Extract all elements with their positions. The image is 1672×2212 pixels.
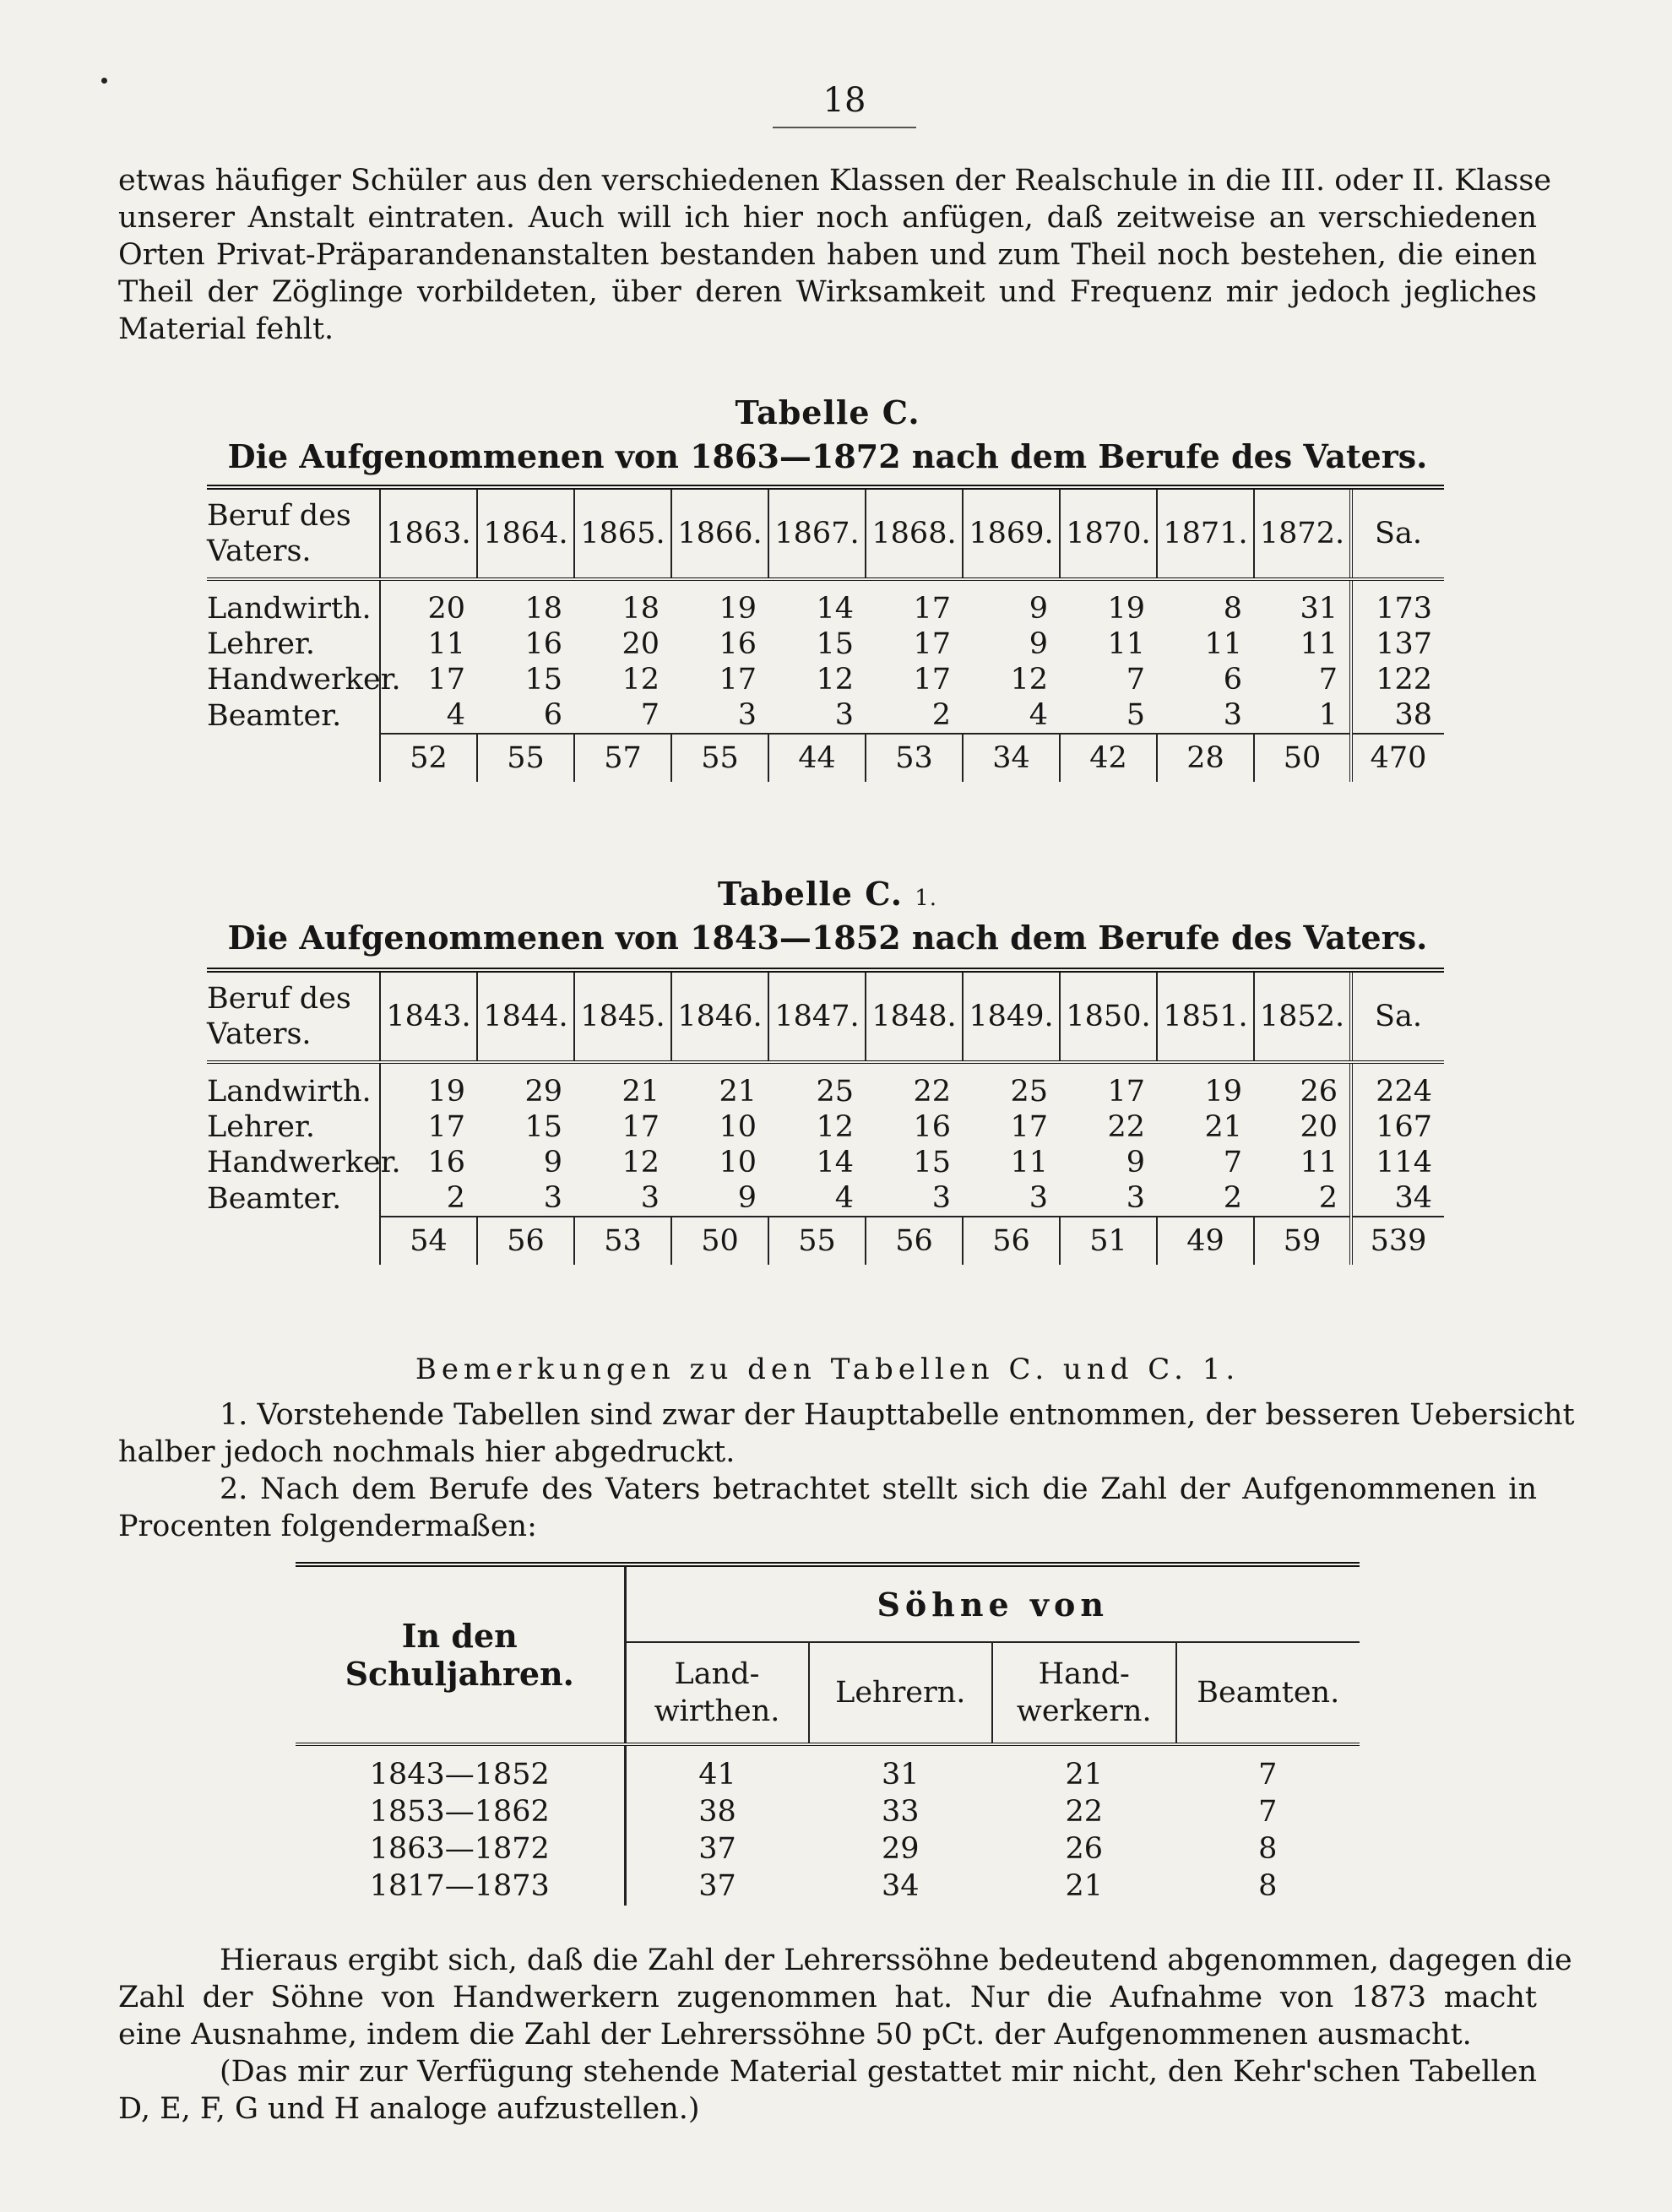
row-total: 137: [1351, 626, 1444, 662]
grand-total: 470: [1351, 734, 1444, 782]
column-sum: 56: [866, 1217, 963, 1265]
cell: 2: [1318, 1181, 1338, 1215]
conclusion-line: Zahl der Söhne von Handwerkern zugenommen hat. Nur die Aufnahme von 1873 macht: [118, 1981, 1537, 2014]
cell: 9: [1029, 592, 1048, 626]
sum-row: [207, 1217, 1444, 1265]
cell: 17: [380, 662, 477, 697]
table-header-row: [207, 487, 1444, 579]
row-total: 167: [1351, 1109, 1444, 1145]
ink-dot: [101, 78, 107, 84]
cell: 18: [524, 592, 562, 626]
cell: 3: [543, 1181, 562, 1215]
percent-cell: 37: [625, 1830, 809, 1868]
percent-cell: 7: [1258, 1758, 1278, 1792]
remark-2: [118, 1471, 1537, 1545]
cell: 17: [622, 1110, 660, 1144]
cell: 2: [931, 698, 951, 732]
cell: 22: [1107, 1110, 1145, 1144]
percent-cell: 31: [881, 1758, 920, 1792]
percent-row: [296, 1830, 1360, 1868]
period-header: In den Schuljahren.: [296, 1564, 625, 1744]
year-header: 1867.: [768, 487, 866, 579]
cell: 16: [524, 627, 562, 661]
cell: 12: [816, 1110, 854, 1144]
cell: 7: [1318, 663, 1338, 697]
cell: 5: [1126, 698, 1145, 732]
table-row: [207, 1074, 1444, 1109]
cell: 7: [1223, 1146, 1242, 1179]
cell: 16: [913, 1110, 951, 1144]
period-cell: 1817—1873: [369, 1869, 550, 1903]
cell: 15: [524, 1110, 562, 1144]
sum-row: [207, 734, 1444, 782]
cell: 26: [1300, 1075, 1338, 1109]
cell: 3: [1126, 1181, 1145, 1215]
year-header: 1870.: [1060, 487, 1157, 579]
intro-paragraph: [118, 162, 1552, 348]
group-header: Söhne von: [625, 1564, 1360, 1642]
cell: 6: [543, 698, 562, 732]
cell: 14: [816, 1146, 854, 1179]
row-label: Beamter.: [207, 698, 342, 733]
conclusion-line: D, E, F, G und H analoge aufzustellen.): [118, 2092, 700, 2126]
cell: 15: [816, 627, 854, 661]
cell: 19: [380, 1074, 477, 1109]
cell: 7: [1126, 663, 1145, 697]
percent-cell: 22: [1065, 1795, 1104, 1829]
column-header: Beamten.: [1176, 1642, 1360, 1744]
period-cell: 1863—1872: [369, 1832, 550, 1866]
intro-line: etwas häufiger Schüler aus den verschiedenen Klassen der Realschule in die III. oder II. Klasse: [118, 164, 1552, 198]
column-sum: 50: [1254, 734, 1351, 782]
intro-line: Material fehlt.: [118, 312, 334, 346]
cell: 4: [380, 697, 477, 734]
percent-row: [296, 1868, 1360, 1906]
cell: 18: [622, 592, 660, 626]
cell: 12: [622, 663, 660, 697]
column-sum: 57: [574, 734, 671, 782]
remark-line: 2. Nach dem Berufe des Vaters betrachtet stellt sich die Zahl der Aufgenommenen in: [220, 1472, 1537, 1506]
cell: 31: [1300, 592, 1338, 626]
column-sum: 28: [1157, 734, 1254, 782]
cell: 16: [380, 1145, 477, 1180]
cell: 11: [1107, 627, 1145, 661]
cell: 3: [834, 698, 854, 732]
conclusion-paragraph: [118, 1942, 1572, 2128]
cell: 3: [1029, 1181, 1048, 1215]
column-sum: 52: [380, 734, 477, 782]
cell: 15: [524, 663, 562, 697]
column-sum: 49: [1157, 1217, 1254, 1265]
table-c: [207, 485, 1444, 782]
table-row: [207, 697, 1444, 734]
page-number: 18: [822, 81, 866, 120]
year-header: 1869.: [963, 487, 1060, 579]
percent-row: [296, 1793, 1360, 1830]
cell: 17: [1107, 1075, 1145, 1109]
percent-table: [296, 1562, 1360, 1906]
cell: 19: [719, 592, 757, 626]
grand-total: 539: [1351, 1217, 1444, 1265]
column-header: Land- wirthen.: [625, 1642, 809, 1744]
cell: 11: [1300, 627, 1338, 661]
cell: 21: [1204, 1110, 1242, 1144]
column-sum: 54: [380, 1217, 477, 1265]
sum-header: Sa.: [1351, 487, 1444, 579]
row-label: Handwerker.: [207, 663, 401, 697]
cell: 20: [1300, 1110, 1338, 1144]
table-row: [207, 1145, 1444, 1180]
cell: 21: [622, 1075, 660, 1109]
column-header: Lehrern.: [809, 1642, 993, 1744]
cell: 11: [380, 626, 477, 662]
column-sum: 55: [768, 1217, 866, 1265]
cell: 12: [1010, 663, 1048, 697]
percent-cell: 41: [625, 1744, 809, 1793]
year-header: 1849.: [963, 970, 1060, 1062]
remark-1: [118, 1396, 1575, 1471]
cell: 8: [1223, 592, 1242, 626]
cell: 17: [913, 592, 951, 626]
remark-line: Procenten folgendermaßen:: [118, 1510, 537, 1543]
cell: 17: [380, 1109, 477, 1145]
year-header: 1868.: [866, 487, 963, 579]
cell: 16: [719, 627, 757, 661]
column-sum: 55: [671, 734, 768, 782]
row-total: 114: [1351, 1145, 1444, 1180]
year-header: 1845.: [574, 970, 671, 1062]
cell: 2: [1223, 1181, 1242, 1215]
year-header: 1865.: [574, 487, 671, 579]
percent-cell: 38: [625, 1793, 809, 1830]
table-c1-subtitle: Die Aufgenommenen von 1843—1852 nach dem Berufe des Vaters.: [227, 919, 1428, 957]
year-header: 1851.: [1157, 970, 1254, 1062]
percent-cell: 33: [881, 1795, 920, 1829]
column-sum: 34: [963, 734, 1060, 782]
table-c1-title-suffix: 1.: [915, 886, 938, 911]
cell: 17: [1010, 1110, 1048, 1144]
column-sum: 50: [671, 1217, 768, 1265]
cell: 3: [737, 698, 757, 732]
intro-line: Theil der Zöglinge vorbildeten, über deren Wirksamkeit und Frequenz mir jedoch jegliches: [118, 275, 1537, 309]
row-label: Landwirth.: [207, 592, 372, 626]
sum-header: Sa.: [1351, 970, 1444, 1062]
column-sum: 55: [477, 734, 574, 782]
percent-cell: 34: [881, 1869, 920, 1903]
cell: 9: [1029, 627, 1048, 661]
cell: 9: [543, 1146, 562, 1179]
row-total: 173: [1351, 591, 1444, 626]
percent-cell: 7: [1258, 1795, 1278, 1829]
row-label: Handwerker.: [207, 1146, 401, 1179]
remarks-heading: Bemerkungen zu den Tabellen C. und C. 1.: [415, 1353, 1240, 1386]
cell: 17: [913, 663, 951, 697]
column-header: Hand- werkern.: [992, 1642, 1176, 1744]
column-sum: 51: [1060, 1217, 1157, 1265]
year-header: 1863.: [380, 487, 477, 579]
table-row: [207, 662, 1444, 697]
intro-line: unserer Anstalt eintraten. Auch will ich hier noch anfügen, daß zeitweise an verschiedenen: [118, 201, 1537, 235]
year-header: 1871.: [1157, 487, 1254, 579]
row-total: 34: [1351, 1180, 1444, 1217]
cell: 29: [524, 1075, 562, 1109]
page-number-rule: [773, 127, 916, 128]
percent-cell: 8: [1258, 1832, 1278, 1866]
cell: 19: [1107, 592, 1145, 626]
cell: 17: [913, 627, 951, 661]
column-sum: 56: [963, 1217, 1060, 1265]
year-header: 1872.: [1254, 487, 1351, 579]
cell: 20: [380, 591, 477, 626]
column-sum: 53: [866, 734, 963, 782]
row-total: 122: [1351, 662, 1444, 697]
cell: 2: [380, 1180, 477, 1217]
cell: 9: [1126, 1146, 1145, 1179]
cell: 25: [1010, 1075, 1048, 1109]
remark-line: halber jedoch nochmals hier abgedruckt.: [118, 1435, 736, 1469]
row-label: Lehrer.: [207, 627, 315, 661]
table-row: [207, 591, 1444, 626]
cell: 11: [1010, 1146, 1048, 1179]
cell: 3: [1223, 698, 1242, 732]
year-header: 1852.: [1254, 970, 1351, 1062]
percent-cell: 21: [1065, 1758, 1104, 1792]
table-row: [207, 1180, 1444, 1217]
year-header: 1866.: [671, 487, 768, 579]
cell: 10: [719, 1146, 757, 1179]
remark-line: 1. Vorstehende Tabellen sind zwar der Haupttabelle entnommen, der besseren Uebersicht: [220, 1398, 1575, 1432]
table-row: [207, 626, 1444, 662]
percent-cell: 8: [1258, 1869, 1278, 1903]
cell: 19: [1204, 1075, 1242, 1109]
percent-header-row: [296, 1564, 1360, 1642]
column-sum: 56: [477, 1217, 574, 1265]
table-c-subtitle: Die Aufgenommenen von 1863—1872 nach dem Berufe des Vaters.: [227, 437, 1428, 475]
percent-cell: 37: [625, 1868, 809, 1906]
cell: 15: [913, 1146, 951, 1179]
percent-cell: 21: [1065, 1869, 1104, 1903]
column-sum: 44: [768, 734, 866, 782]
percent-row: [296, 1744, 1360, 1793]
table-row: [207, 1109, 1444, 1145]
label-header: Beruf des Vaters.: [207, 487, 380, 579]
year-header: 1844.: [477, 970, 574, 1062]
row-label: Beamter.: [207, 1181, 342, 1216]
percent-cell: 26: [1065, 1832, 1104, 1866]
intro-line: Orten Privat-Präparandenanstalten bestanden haben und zum Theil noch bestehen, die einen: [118, 238, 1537, 272]
table-c1-title: [118, 875, 1537, 913]
cell: 6: [1223, 663, 1242, 697]
year-header: 1848.: [866, 970, 963, 1062]
row-label: Landwirth.: [207, 1075, 372, 1109]
table-c-title: Tabelle C.: [735, 393, 920, 431]
cell: 14: [816, 592, 854, 626]
cell: 7: [640, 698, 660, 732]
year-header: 1846.: [671, 970, 768, 1062]
percent-cell: 29: [881, 1832, 920, 1866]
column-sum: 53: [574, 1217, 671, 1265]
conclusion-line: (Das mir zur Verfügung stehende Material gestattet mir nicht, den Kehr'schen Tabellen: [220, 2055, 1537, 2089]
cell: 4: [834, 1181, 854, 1215]
period-cell: 1843—1852: [369, 1758, 550, 1792]
cell: 12: [622, 1146, 660, 1179]
cell: 22: [913, 1075, 951, 1109]
year-header: 1847.: [768, 970, 866, 1062]
cell: 12: [816, 663, 854, 697]
cell: 11: [1204, 627, 1242, 661]
cell: 3: [931, 1181, 951, 1215]
row-total: 38: [1351, 697, 1444, 734]
cell: 20: [622, 627, 660, 661]
period-cell: 1853—1862: [369, 1795, 550, 1829]
cell: 4: [1029, 698, 1048, 732]
cell: 11: [1300, 1146, 1338, 1179]
label-header: Beruf des Vaters.: [207, 970, 380, 1062]
column-sum: 59: [1254, 1217, 1351, 1265]
cell: 3: [640, 1181, 660, 1215]
year-header: 1850.: [1060, 970, 1157, 1062]
year-header: 1843.: [380, 970, 477, 1062]
row-total: 224: [1351, 1074, 1444, 1109]
row-label: Lehrer.: [207, 1110, 315, 1144]
cell: 9: [737, 1181, 757, 1215]
table-c1: [207, 968, 1444, 1265]
cell: 10: [719, 1110, 757, 1144]
cell: 25: [816, 1075, 854, 1109]
table-c1-title-text: Tabelle C.: [717, 875, 904, 913]
cell: 17: [719, 663, 757, 697]
year-header: 1864.: [477, 487, 574, 579]
conclusion-line: eine Ausnahme, indem die Zahl der Lehrerssöhne 50 pCt. der Aufgenommenen ausmacht.: [118, 2018, 1472, 2052]
conclusion-line: Hieraus ergibt sich, daß die Zahl der Lehrerssöhne bedeutend abgenommen, dagegen die: [220, 1944, 1572, 1977]
cell: 1: [1318, 698, 1338, 732]
column-sum: 42: [1060, 734, 1157, 782]
table-header-row: [207, 970, 1444, 1062]
cell: 21: [719, 1075, 757, 1109]
